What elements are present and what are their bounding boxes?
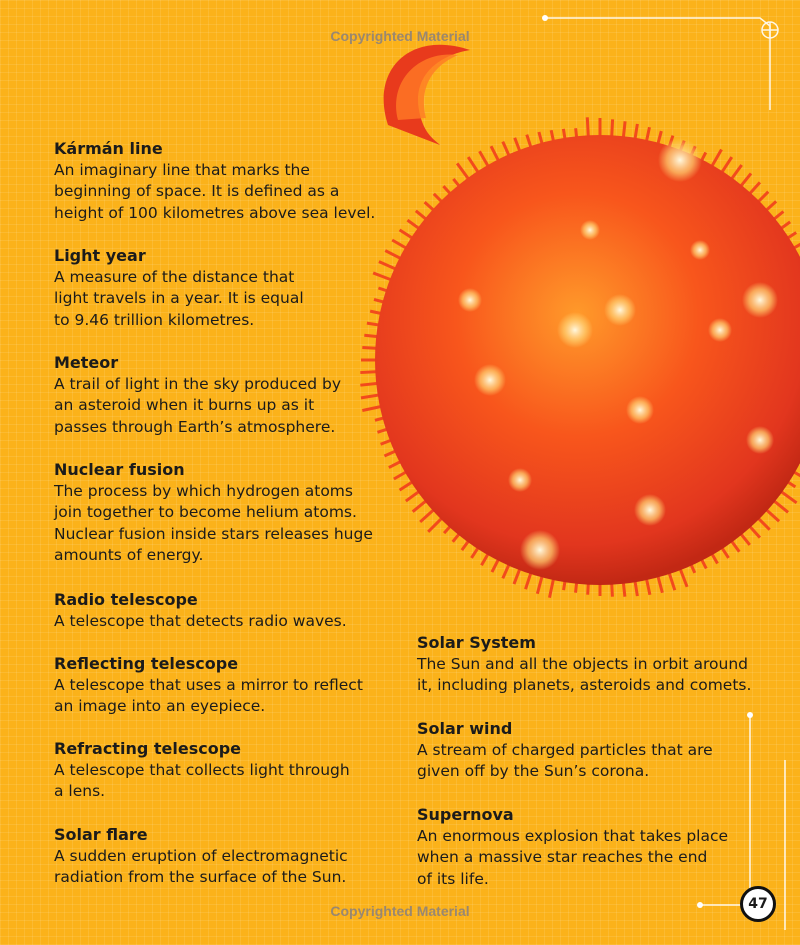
glossary-term: Nuclear fusion xyxy=(54,460,185,479)
glossary-term: Meteor xyxy=(54,353,119,372)
glossary-term: Supernova xyxy=(417,805,514,824)
glossary-definition-line: A trail of light in the sky produced by xyxy=(54,374,342,393)
sun-illustration xyxy=(340,30,800,620)
glossary-definition-line: given off by the Sun’s corona. xyxy=(417,762,650,780)
glossary-term: Solar System xyxy=(417,633,536,652)
glossary-definition-line: A telescope that uses a mirror to reflect xyxy=(54,675,363,694)
glossary-definition-line: beginning of space. It is defined as a xyxy=(54,182,340,200)
glossary-definition-line: A measure of the distance that xyxy=(54,267,295,286)
glossary-term: Solar wind xyxy=(417,719,513,738)
glossary-entry xyxy=(54,245,304,331)
glossary-entry xyxy=(54,459,373,567)
glossary-entry xyxy=(54,352,341,438)
glossary-definition-line: join together to become helium atoms. xyxy=(54,503,357,521)
glossary-definition-line: an image into an eyepiece. xyxy=(54,697,266,715)
glossary-definition-line: An enormous explosion that takes place xyxy=(417,826,729,845)
glossary-definition-line: an asteroid when it burns up as it xyxy=(54,396,315,414)
glossary-definition-line: radiation from the surface of the Sun. xyxy=(54,868,347,886)
glossary-term: Refracting telescope xyxy=(54,739,241,758)
glossary-entry xyxy=(54,738,350,803)
glossary-definition-line: The Sun and all the objects in orbit around xyxy=(417,654,748,673)
glossary-definition-line: height of 100 kilometres above sea level. xyxy=(54,203,376,222)
glossary-term: Light year xyxy=(54,246,146,265)
glossary-definition-line: it, including planets, asteroids and comets. xyxy=(417,676,752,694)
glossary-entry xyxy=(417,632,751,697)
glossary-definition-line: to 9.46 trillion kilometres. xyxy=(54,310,255,329)
glossary-entry xyxy=(417,718,713,783)
glossary-definition-line: of its life. xyxy=(417,869,489,888)
glossary-term: Solar flare xyxy=(54,825,148,844)
glossary-definition-line: passes through Earth’s atmosphere. xyxy=(54,417,336,436)
page-number-badge: 47 xyxy=(740,886,776,922)
glossary-definition-line: Nuclear fusion inside stars releases huge xyxy=(54,524,373,543)
glossary-term: Radio telescope xyxy=(54,590,198,609)
glossary-entry xyxy=(417,804,728,890)
glossary-definition-line: A telescope that detects radio waves. xyxy=(54,611,347,630)
glossary-definition-line: when a massive star reaches the end xyxy=(417,848,708,866)
glossary-definition-line: light travels in a year. It is equal xyxy=(54,289,304,307)
glossary-definition-line: An imaginary line that marks the xyxy=(54,160,310,179)
glossary-term: Reflecting telescope xyxy=(54,654,239,673)
glossary-definition-line: A stream of charged particles that are xyxy=(417,740,713,759)
watermark-bottom: Copyrighted Material xyxy=(330,903,470,919)
glossary-definition-line: amounts of energy. xyxy=(54,546,204,564)
glossary-entry xyxy=(54,824,348,889)
glossary-definition-line: A sudden eruption of electromagnetic xyxy=(54,846,348,865)
glossary-entry xyxy=(54,589,347,632)
glossary-definition-line: A telescope that collects light through xyxy=(54,760,350,779)
glossary-definition-line: The process by which hydrogen atoms xyxy=(54,481,353,500)
glossary-definition-line: a lens. xyxy=(54,782,106,800)
watermark-top: Copyrighted Material xyxy=(330,28,470,44)
glossary-entry xyxy=(54,653,363,718)
glossary-entry xyxy=(54,138,375,224)
glossary-term: Kármán line xyxy=(54,139,163,158)
